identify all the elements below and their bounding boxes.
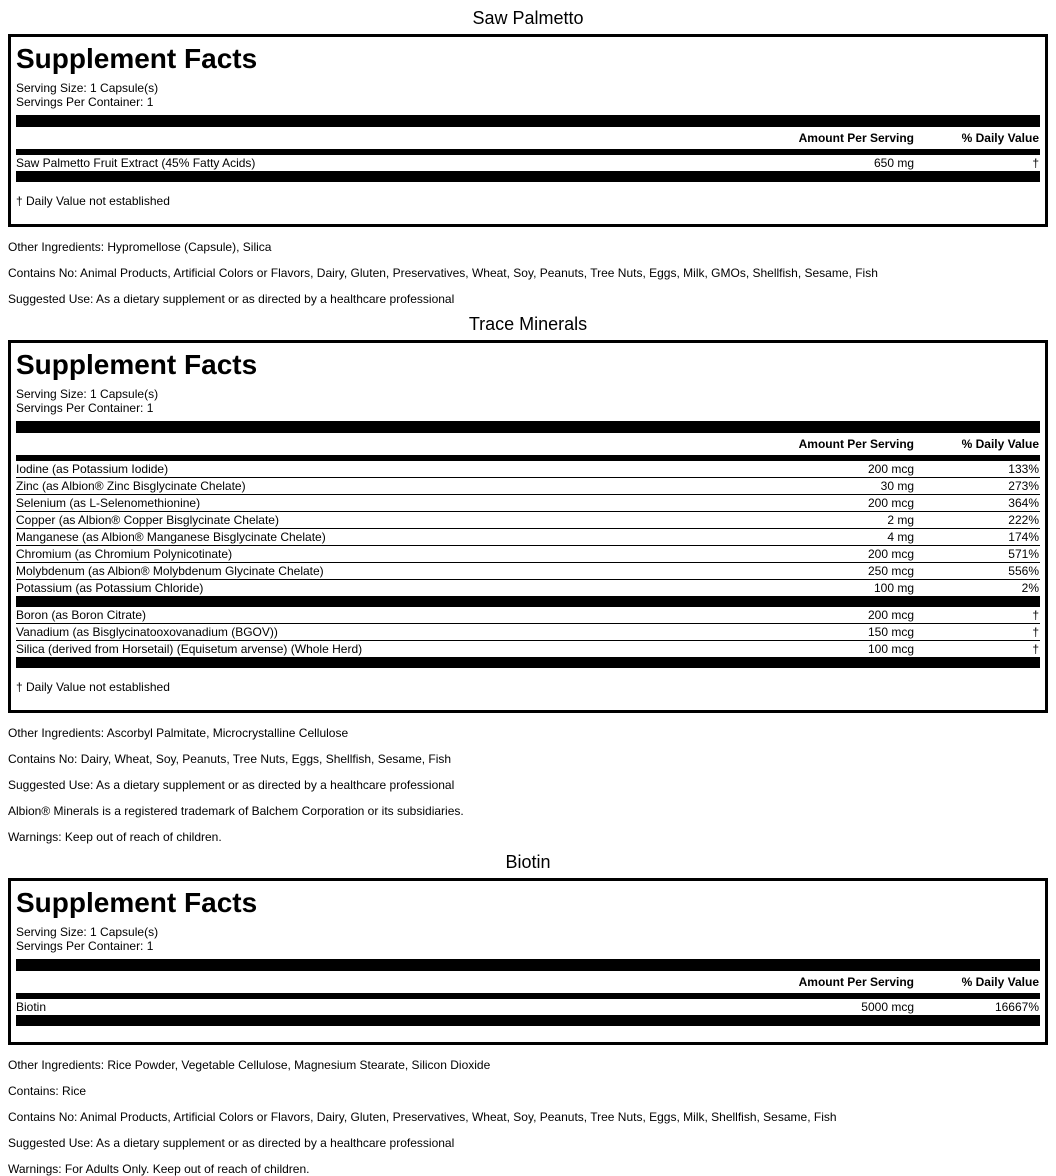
- product-title: Trace Minerals: [468, 314, 588, 334]
- nutrient-amount: 30 mg: [880, 479, 914, 493]
- nutrient-daily-value: †: [1032, 625, 1039, 639]
- nutrient-amount: 200 mcg: [867, 496, 914, 510]
- serving-size: Serving Size: 1 Capsule(s): [16, 81, 159, 95]
- nutrient-row: [16, 546, 1040, 563]
- serving-info: [16, 75, 1040, 109]
- nutrient-name: Potassium (as Potassium Chloride): [16, 581, 204, 595]
- divider-bottom: [16, 657, 1040, 668]
- nutrient-row: [16, 563, 1040, 580]
- ingredient-note: Other Ingredients: Rice Powder, Vegetable Cellulose, Magnesium Stearate, Silicon Dioxide: [8, 1058, 491, 1072]
- servings-per-container: Servings Per Container: 1: [16, 939, 154, 953]
- nutrient-daily-value: 273%: [1008, 479, 1039, 493]
- nutrient-amount: 200 mcg: [867, 462, 914, 476]
- servings-per-container: Servings Per Container: 1: [16, 401, 154, 415]
- column-header-amount: Amount Per Serving: [798, 131, 914, 145]
- product-section: [8, 306, 1048, 844]
- nutrient-daily-value: †: [1032, 608, 1039, 622]
- column-header-amount: Amount Per Serving: [798, 437, 914, 451]
- product-section: [8, 844, 1048, 1176]
- nutrient-daily-value: 2%: [1021, 581, 1039, 595]
- nutrient-name: Manganese (as Albion® Manganese Bisglycinate Chelate): [16, 530, 326, 544]
- column-header-amount: Amount Per Serving: [798, 975, 914, 989]
- nutrient-row: [16, 495, 1040, 512]
- ingredient-note: Contains No: Animal Products, Artificial Colors or Flavors, Dairy, Gluten, Preservatives, Wheat, Soy, Peanuts, Tree Nuts, Eggs, Milk, GMOs, Shellfish, Sesame, Fish: [8, 266, 878, 280]
- product-title: Biotin: [505, 852, 551, 872]
- product-section: [8, 0, 1048, 306]
- nutrient-amount: 2 mg: [887, 513, 914, 527]
- nutrient-daily-value: 16667%: [994, 1000, 1039, 1014]
- panel-title: Supplement Facts: [16, 349, 258, 380]
- panel-title: Supplement Facts: [16, 887, 258, 918]
- nutrient-amount: 5000 mcg: [861, 1000, 914, 1014]
- serving-info: [16, 919, 1040, 953]
- ingredient-note: Warnings: Keep out of reach of children.: [8, 830, 222, 844]
- nutrient-daily-value: 133%: [1008, 462, 1039, 476]
- divider-thick: [16, 421, 1040, 433]
- nutrient-row: [16, 580, 1040, 596]
- divider-bottom: [16, 1015, 1040, 1026]
- column-header-daily-value: % Daily Value: [961, 131, 1039, 145]
- ingredient-note: Warnings: For Adults Only. Keep out of reach of children.: [8, 1162, 310, 1176]
- nutrient-amount: 100 mcg: [867, 642, 914, 656]
- divider-thick: [16, 115, 1040, 127]
- nutrient-name: Silica (derived from Horsetail) (Equisetum arvense) (Whole Herd): [16, 642, 363, 656]
- divider-bottom: [16, 171, 1040, 182]
- nutrient-amount: 100 mg: [873, 581, 914, 595]
- nutrient-row: [16, 624, 1040, 641]
- supplement-facts-panel: [8, 34, 1048, 227]
- nutrient-row: [16, 461, 1040, 478]
- nutrient-name: Vanadium (as Bisglycinatooxovanadium (BGOV)): [16, 625, 278, 639]
- nutrient-amount: 150 mcg: [867, 625, 914, 639]
- nutrient-row: [16, 607, 1040, 624]
- ingredient-note: Contains No: Animal Products, Artificial Colors or Flavors, Dairy, Gluten, Preservatives, Wheat, Soy, Peanuts, Tree Nuts, Eggs, Milk, Shellfish, Sesame, Fish: [8, 1110, 837, 1124]
- panel-title: Supplement Facts: [16, 43, 258, 74]
- divider-thick: [16, 959, 1040, 971]
- nutrient-amount: 200 mcg: [867, 547, 914, 561]
- column-header-daily-value: % Daily Value: [961, 437, 1039, 451]
- nutrient-amount: 250 mcg: [867, 564, 914, 578]
- nutrient-name: Chromium (as Chromium Polynicotinate): [16, 547, 233, 561]
- column-header-daily-value: % Daily Value: [961, 975, 1039, 989]
- ingredient-note: Contains No: Dairy, Wheat, Soy, Peanuts, Tree Nuts, Eggs, Shellfish, Sesame, Fish: [8, 752, 452, 766]
- nutrient-name: Saw Palmetto Fruit Extract (45% Fatty Acids): [16, 156, 256, 170]
- nutrient-name: Zinc (as Albion® Zinc Bisglycinate Chelate): [16, 479, 246, 493]
- nutrient-name: Iodine (as Potassium Iodide): [16, 462, 169, 476]
- nutrient-daily-value: 571%: [1008, 547, 1039, 561]
- nutrient-row: [16, 478, 1040, 495]
- nutrient-name: Molybdenum (as Albion® Molybdenum Glycinate Chelate): [16, 564, 324, 578]
- nutrient-daily-value: 364%: [1008, 496, 1039, 510]
- nutrient-daily-value: †: [1032, 156, 1039, 170]
- ingredient-note: Other Ingredients: Hypromellose (Capsule), Silica: [8, 240, 272, 254]
- ingredient-note: Contains: Rice: [8, 1084, 87, 1098]
- nutrient-name: Biotin: [16, 1000, 47, 1014]
- ingredient-note: Albion® Minerals is a registered trademark of Balchem Corporation or its subsidiaries.: [8, 804, 464, 818]
- column-header: [16, 127, 1040, 149]
- nutrient-row: [16, 529, 1040, 546]
- nutrient-amount: 650 mg: [873, 156, 914, 170]
- supplement-facts-panel: [8, 340, 1048, 713]
- nutrient-row: [16, 641, 1040, 657]
- product-title: Saw Palmetto: [472, 8, 584, 28]
- serving-info: [16, 381, 1040, 415]
- supplement-facts-panel: [8, 878, 1048, 1045]
- footnote: † Daily Value not established: [16, 194, 170, 208]
- nutrient-daily-value: 174%: [1008, 530, 1039, 544]
- nutrient-row: [16, 155, 1040, 171]
- column-header: [16, 433, 1040, 455]
- nutrient-daily-value: 556%: [1008, 564, 1039, 578]
- nutrient-name: Boron (as Boron Citrate): [16, 608, 147, 622]
- footnote: † Daily Value not established: [16, 680, 170, 694]
- nutrient-row: [16, 512, 1040, 529]
- serving-size: Serving Size: 1 Capsule(s): [16, 925, 159, 939]
- nutrient-amount: 200 mcg: [867, 608, 914, 622]
- nutrient-name: Selenium (as L-Selenomethionine): [16, 496, 201, 510]
- ingredient-note: Other Ingredients: Ascorbyl Palmitate, Microcrystalline Cellulose: [8, 726, 349, 740]
- column-header: [16, 971, 1040, 993]
- nutrient-name: Copper (as Albion® Copper Bisglycinate Chelate): [16, 513, 279, 527]
- nutrient-daily-value: 222%: [1008, 513, 1039, 527]
- ingredient-note: Suggested Use: As a dietary supplement or as directed by a healthcare professional: [8, 292, 455, 306]
- nutrient-amount: 4 mg: [887, 530, 914, 544]
- nutrient-daily-value: †: [1032, 642, 1039, 656]
- ingredient-note: Suggested Use: As a dietary supplement or as directed by a healthcare professional: [8, 778, 455, 792]
- ingredient-note: Suggested Use: As a dietary supplement or as directed by a healthcare professional: [8, 1136, 455, 1150]
- serving-size: Serving Size: 1 Capsule(s): [16, 387, 159, 401]
- divider-group: [16, 596, 1040, 607]
- servings-per-container: Servings Per Container: 1: [16, 95, 154, 109]
- nutrient-row: [16, 999, 1040, 1015]
